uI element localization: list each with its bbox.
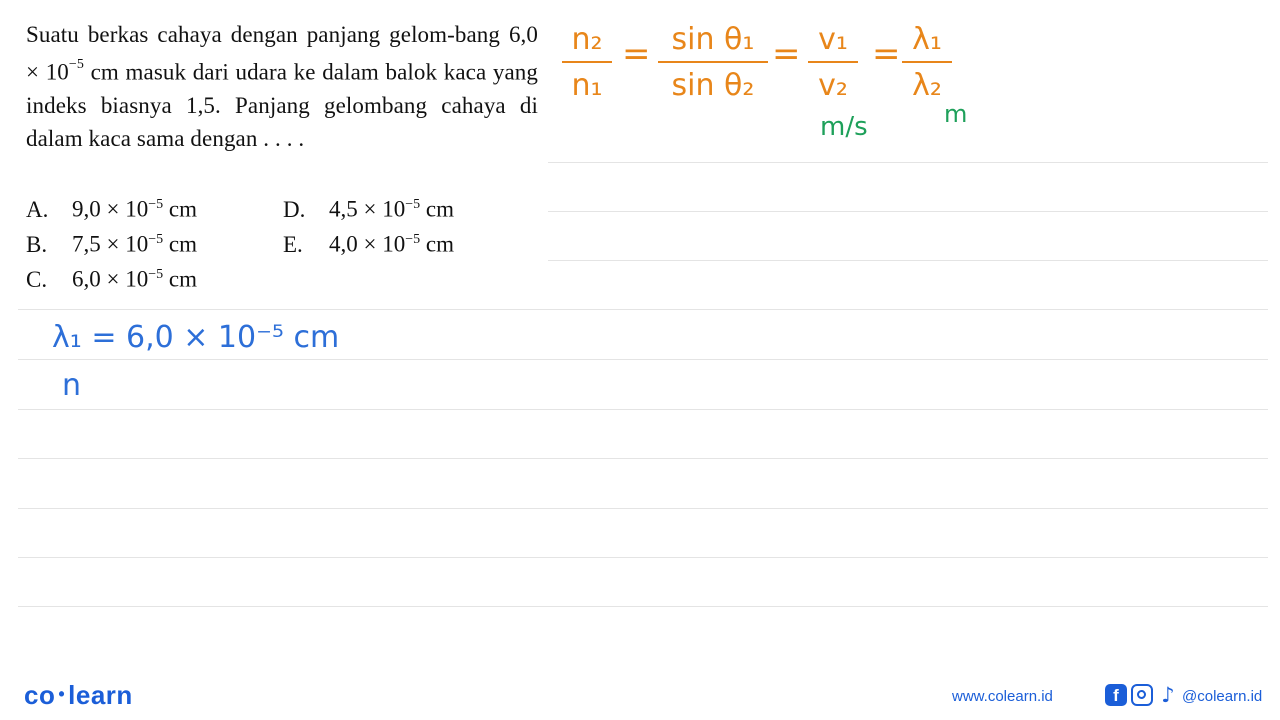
- social-handle[interactable]: @colearn.id: [1182, 688, 1263, 705]
- website-link[interactable]: www.colearn.id: [952, 688, 1053, 705]
- fraction-bar: [808, 61, 858, 63]
- handwritten-fraction-sin: [658, 22, 768, 104]
- logo-dot: •: [58, 684, 66, 704]
- fraction-denominator: sin θ₂: [671, 68, 755, 103]
- fraction-numerator: v₁: [818, 22, 848, 57]
- handwritten-fraction-lambda: [902, 22, 952, 104]
- option-d[interactable]: [283, 188, 454, 226]
- ruled-line: [18, 359, 1268, 360]
- fraction-numerator: sin θ₁: [671, 22, 755, 57]
- ruled-line: [548, 211, 1268, 212]
- option-value: 4,0 × 10: [329, 231, 406, 257]
- option-unit: cm: [420, 196, 454, 222]
- option-letter: E.: [283, 231, 303, 257]
- option-unit: cm: [420, 231, 454, 257]
- ruled-line: [548, 162, 1268, 163]
- fraction-numerator: λ₁: [912, 22, 942, 57]
- ruled-line: [548, 260, 1268, 261]
- option-a[interactable]: [26, 188, 197, 226]
- equals-sign: =: [772, 34, 801, 74]
- option-letter: A.: [26, 196, 49, 222]
- option-value: 7,5 × 10: [72, 231, 149, 257]
- fraction-denominator: v₂: [818, 68, 848, 103]
- fraction-bar: [902, 61, 952, 63]
- ruled-line: [18, 606, 1268, 607]
- ruled-line: [18, 508, 1268, 509]
- option-exponent: −5: [405, 232, 421, 247]
- fraction-numerator: n₂: [571, 22, 603, 57]
- option-value: 4,5 × 10: [329, 196, 406, 222]
- question-part2: cm masuk dari udara ke dalam balok kaca yang indeks biasnya 1,5. Panjang gelombang cahaya di dalam kaca sama dengan . . . .: [26, 59, 538, 151]
- fraction-bar: [658, 61, 768, 63]
- equals-sign: =: [872, 34, 901, 74]
- ruled-line: [18, 557, 1268, 558]
- question-part1: Suatu berkas cahaya dengan panjang gelom-bang 6,0 × 10: [26, 22, 538, 85]
- option-value: 9,0 × 10: [72, 196, 149, 222]
- option-exponent: −5: [148, 267, 164, 282]
- fraction-bar: [562, 61, 612, 63]
- logo-co: co: [24, 680, 56, 710]
- handwritten-fraction-v: [808, 22, 858, 104]
- option-unit: cm: [163, 266, 197, 292]
- fraction-denominator: n₁: [571, 68, 603, 103]
- option-unit: cm: [163, 196, 197, 222]
- logo-learn: learn: [68, 680, 133, 710]
- option-letter: B.: [26, 231, 48, 257]
- option-c[interactable]: [26, 258, 197, 296]
- question-exponent: −5: [68, 57, 84, 72]
- handwritten-line-lambda: λ₁ = 6,0 × 10⁻⁵ cm: [52, 320, 340, 355]
- option-value: 6,0 × 10: [72, 266, 149, 292]
- ruled-line: [18, 409, 1268, 410]
- option-b[interactable]: [26, 223, 197, 261]
- unit-annotation-ms: m/s: [820, 112, 868, 142]
- fraction-denominator: λ₂: [912, 68, 942, 103]
- ruled-line: [18, 458, 1268, 459]
- option-unit: cm: [163, 231, 197, 257]
- tiktok-icon[interactable]: ♪: [1161, 683, 1175, 707]
- handwritten-line-n: n: [62, 368, 82, 403]
- facebook-icon[interactable]: f: [1105, 684, 1127, 706]
- instagram-icon[interactable]: [1131, 684, 1153, 706]
- colearn-logo[interactable]: [24, 680, 133, 711]
- equals-sign: =: [622, 34, 651, 74]
- option-letter: C.: [26, 266, 48, 292]
- option-letter: D.: [283, 196, 306, 222]
- option-e[interactable]: [283, 223, 454, 261]
- handwritten-fraction-n: [562, 22, 612, 104]
- question-text: [26, 18, 538, 155]
- option-exponent: −5: [405, 197, 421, 212]
- unit-annotation-m: m: [944, 100, 968, 128]
- ruled-line: [18, 309, 1268, 310]
- option-exponent: −5: [148, 197, 164, 212]
- option-exponent: −5: [148, 232, 164, 247]
